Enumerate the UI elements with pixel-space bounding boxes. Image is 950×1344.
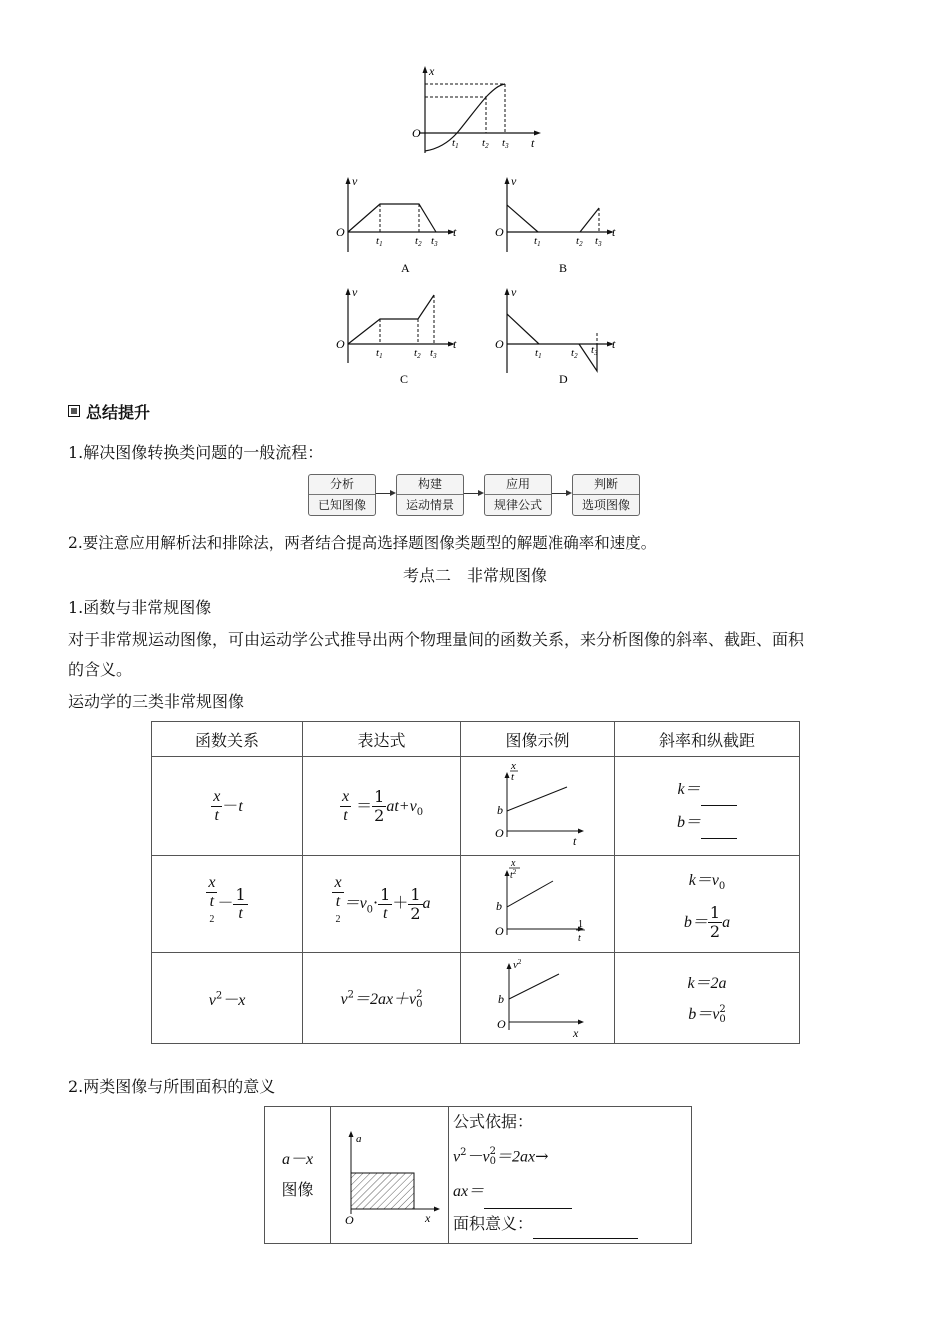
svg-text:t: t	[572, 833, 576, 848]
table-caption: 运动学的三类非常规图像	[68, 692, 245, 711]
row3-graph	[463, 954, 613, 1042]
svg-text:t3: t3	[430, 347, 437, 360]
svg-text:b: b	[496, 802, 503, 817]
xt-x-label: t	[531, 136, 535, 150]
svg-text:O: O	[494, 923, 504, 938]
xt-tick-t1: t1	[452, 137, 459, 150]
svg-text:v: v	[511, 174, 517, 188]
table-header-row	[152, 722, 800, 757]
svg-text:1: 1	[577, 918, 583, 930]
graph-type-cell: a－x 图像	[265, 1107, 331, 1244]
svg-text:t: t	[612, 225, 616, 239]
svg-text:t1: t1	[535, 347, 542, 360]
svg-text:t: t	[453, 337, 457, 351]
table-row	[152, 856, 800, 953]
svg-text:t: t	[510, 770, 514, 783]
a-x-graph	[331, 1120, 448, 1230]
svg-text:t: t	[577, 932, 581, 944]
area-meaning-table	[264, 1106, 692, 1244]
row2-graph	[463, 857, 613, 952]
expression-cell: $\frac{x}{t}$ ＝ $\frac{1}{2}$ $at+v_0$	[303, 757, 461, 856]
summary-point-1: 1.解决图像转换类问题的一般流程：	[68, 443, 324, 462]
summary-heading	[68, 400, 150, 422]
section-title: 考点二 非常规图像	[402, 566, 547, 585]
svg-text:x: x	[510, 759, 516, 772]
option-d-graph	[491, 283, 621, 388]
svg-text:x: x	[425, 1211, 431, 1225]
svg-text:O: O	[494, 825, 504, 840]
expression-cell: $v^2=2ax+v$ 2 0	[303, 953, 461, 1044]
nonstandard-graph-table	[151, 721, 800, 1044]
svg-text:t2: $t^2$	[509, 867, 516, 881]
slope-cell: k＝2a b＝v 2 0	[615, 953, 800, 1044]
flow-step: 判断 选项图像	[572, 474, 640, 516]
svg-text:v: v	[511, 285, 517, 299]
basis-label: 公式依据：	[453, 1112, 534, 1131]
graph-cell	[331, 1107, 449, 1244]
option-b-label: B	[559, 261, 568, 275]
svg-text:t2: t2	[415, 235, 422, 248]
xt-tick-t2: t2	[482, 137, 489, 150]
option-c-graph	[332, 283, 462, 388]
svg-text:t1: t1	[376, 347, 383, 360]
expression-cell: x t $^2$ $=v_0\cdot$ $\frac{1}{t}$ ＋ $\frac{1}{2}$ a	[303, 856, 461, 953]
svg-text:a: a	[356, 1133, 362, 1145]
svg-text:t3: t3	[595, 235, 602, 248]
table-header: 表达式	[303, 722, 461, 757]
arrow-right-icon: →	[535, 1146, 549, 1166]
option-b-graph	[491, 172, 621, 277]
xt-tick-t3: t3	[502, 137, 509, 150]
svg-text:O: O	[496, 1017, 506, 1031]
section-body-line-1: 对于非常规运动图像，可由运动学公式推导出两个物理量间的函数关系，来分析图像的斜率、截距、面积	[68, 630, 805, 649]
svg-text:b: b	[497, 992, 504, 1006]
svg-text:t1: t1	[376, 235, 383, 248]
table-header: 斜率和纵截距	[615, 722, 800, 757]
svg-text:t3: t3	[591, 344, 598, 357]
flow-step: 应用 规律公式	[484, 474, 552, 516]
square-bullet-icon	[68, 405, 80, 417]
svg-text:b: b	[495, 898, 502, 913]
section-body-line-2: 的含义。	[68, 660, 133, 679]
summary-title: 总结提升	[86, 402, 151, 422]
svg-text:O: O	[336, 225, 345, 239]
relation-cell: x t $^2$ － $\frac{1}{t}$	[152, 856, 303, 953]
svg-text:v: v	[352, 174, 358, 188]
svg-text:t3: t3	[431, 235, 438, 248]
svg-text:O: O	[345, 1213, 354, 1227]
option-a-label: A	[401, 261, 410, 275]
graph-cell	[461, 953, 615, 1044]
svg-text:t2: t2	[576, 235, 583, 248]
svg-text:t2: t2	[571, 347, 578, 360]
svg-text:x: x	[510, 857, 515, 869]
option-d-label: D	[559, 372, 568, 386]
flow-step: 构建 运动情景	[396, 474, 464, 516]
graph-cell	[461, 757, 615, 856]
svg-text:t2: t2	[414, 347, 421, 360]
slope-cell: k＝ b＝	[615, 757, 800, 856]
flow-chart	[308, 474, 638, 516]
svg-text:O: O	[336, 337, 345, 351]
svg-text:v: v	[352, 285, 358, 299]
flow-step: 分析 已知图像	[308, 474, 376, 516]
section-heading-2: 2.两类图像与所围面积的意义	[68, 1077, 276, 1096]
relation-cell: $v^2-x$	[152, 953, 303, 1044]
svg-text:t1: t1	[534, 235, 541, 248]
svg-text:O: O	[495, 225, 504, 239]
table-header: 图像示例	[461, 722, 615, 757]
table-row	[152, 757, 800, 856]
table-row	[265, 1107, 692, 1244]
slope-cell: $k=v_0$ b＝ $\frac{1}{2}$ a	[615, 856, 800, 953]
xt-y-label: x	[429, 64, 435, 78]
svg-text:t: t	[612, 337, 616, 351]
graph-cell	[461, 856, 615, 953]
row1-graph	[463, 759, 613, 854]
option-a-graph	[332, 172, 462, 277]
svg-text:t: t	[453, 225, 457, 239]
option-c-label: C	[400, 372, 409, 386]
relation-cell: $\frac{x}{t}$ －t	[152, 757, 303, 856]
explanation-cell: 公式依据： $v^2-v$ 2 0 ＝2ax→ ax＝ 面积意义：	[449, 1107, 692, 1244]
xt-graph	[405, 63, 545, 158]
table-header: 函数关系	[152, 722, 303, 757]
summary-point-2: 2.要注意应用解析法和排除法，两者结合提高选择题图像类题型的解题准确率和速度。	[68, 534, 657, 552]
svg-text:O: O	[495, 337, 504, 351]
svg-text:x: x	[572, 1026, 578, 1040]
xt-origin: O	[412, 126, 421, 140]
section-heading-1: 1.函数与非常规图像	[68, 598, 212, 617]
svg-text:v2: $v^2$	[512, 958, 521, 971]
table-row	[152, 953, 800, 1044]
